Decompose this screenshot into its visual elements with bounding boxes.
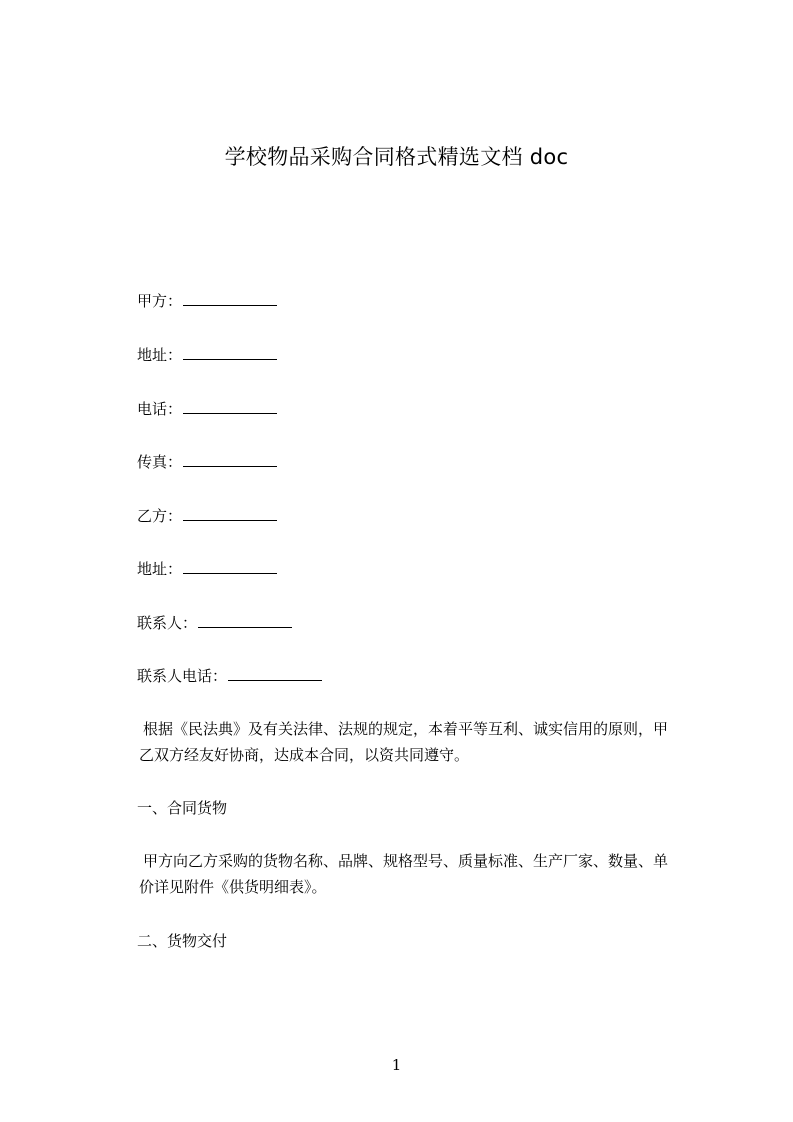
document-title: 学校物品采购合同格式精选文档 doc: [224, 145, 569, 169]
party-a-phone-field: [137, 399, 277, 419]
party-b-label: 乙方：: [137, 507, 183, 525]
party-a-phone-label: 电话：: [137, 400, 183, 418]
contact-phone-label: 联系人电话：: [137, 667, 228, 685]
section-1-line-2: 价详见附件《供货明细表》。: [139, 878, 327, 896]
party-b-blank: [183, 506, 277, 521]
intro-line-2: 乙双方经友好协商，达成本合同，以资共同遵守。: [139, 746, 470, 764]
contact-person-blank: [198, 613, 292, 628]
contact-person-field: [137, 613, 292, 633]
section-1-paragraph: [137, 848, 703, 900]
party-a-phone-blank: [183, 399, 277, 414]
party-a-field: [137, 291, 277, 311]
page-number: 1: [391, 1056, 402, 1074]
party-a-fax-field: [137, 452, 277, 472]
party-b-field: [137, 506, 277, 526]
contact-person-label: 联系人：: [137, 614, 198, 632]
section-2-heading: 二、货物交付: [137, 932, 228, 950]
intro-line-1: 根据《民法典》及有关法律、法规的规定，本着平等互利、诚实信用的原则，甲: [143, 720, 669, 738]
contact-phone-blank: [228, 666, 322, 681]
party-a-address-label: 地址：: [137, 346, 183, 364]
party-a-address-field: [137, 345, 277, 365]
party-a-fax-label: 传真：: [137, 453, 183, 471]
party-a-blank: [183, 291, 277, 306]
party-a-fax-blank: [183, 452, 277, 467]
party-b-address-field: [137, 559, 277, 579]
intro-paragraph: [137, 716, 703, 768]
section-1-heading: 一、合同货物: [137, 799, 228, 817]
party-a-address-blank: [183, 345, 277, 360]
party-b-address-label: 地址：: [137, 560, 183, 578]
party-a-label: 甲方：: [137, 292, 183, 310]
contact-phone-field: [137, 666, 322, 686]
section-1-line-1: 甲方向乙方采购的货物名称、品牌、规格型号、质量标准、生产厂家、数量、单: [143, 852, 669, 870]
party-b-address-blank: [183, 559, 277, 574]
